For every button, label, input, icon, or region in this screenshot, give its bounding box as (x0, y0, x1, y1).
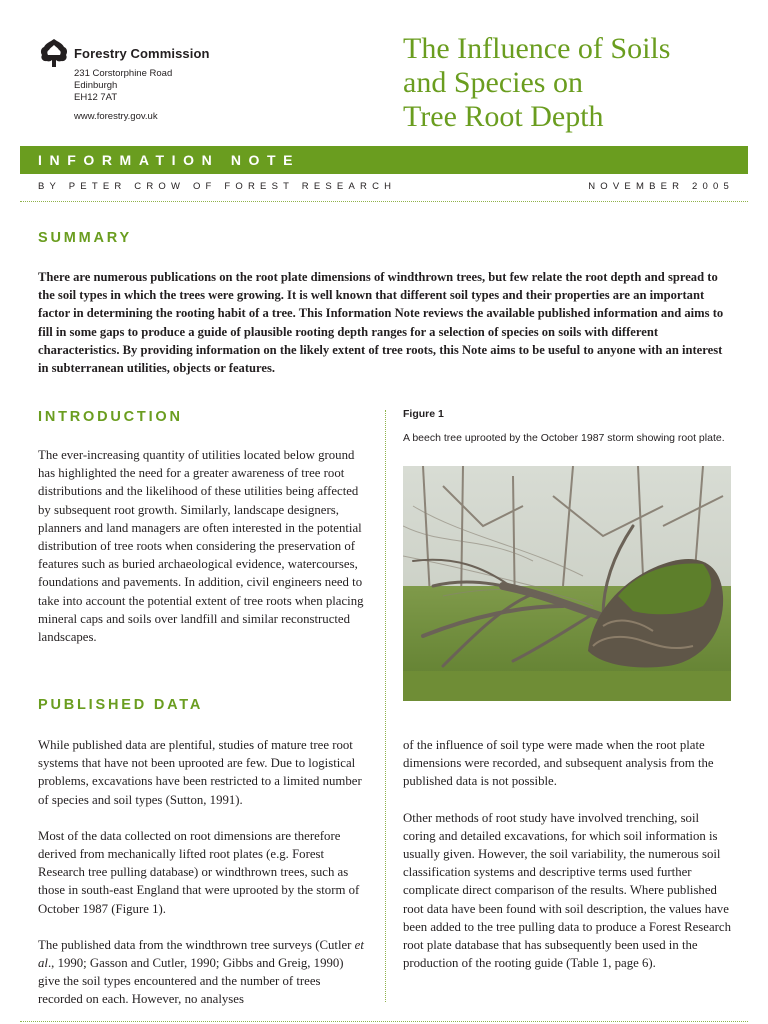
org-name: Forestry Commission (74, 46, 210, 61)
info-note-label: INFORMATION NOTE (38, 152, 301, 168)
address-line: 231 Corstorphine Road (74, 68, 173, 79)
published-data-paragraph (38, 936, 368, 1009)
website-link[interactable]: www.forestry.gov.uk (74, 111, 158, 122)
published-data-paragraph: Other methods of root study have involved trenching, soil coring and detailed excavations, for which soil information is usually given. However, the soil variability, the numerous soil classification systems and descriptive terms used further complicate direct comparison of the results. Where published root data have been found with soil description, the values have been added to the tree pulling data to produce a Forest Research root plate database that has subsequently been used in the production of the rooting guide (Table 1, page 6). (403, 810, 731, 971)
address-line: Edinburgh (74, 80, 118, 91)
text-run: ., 1990; Gasson and Cutler, 1990; Gibbs and Greig, 1990) give the soil types encountered and the number of trees recorded on each. However, no analyses (38, 956, 344, 1007)
tree-logo-icon (38, 38, 70, 68)
introduction-paragraph: The ever-increasing quantity of utilities located below ground has highlighted the need for a greater awareness of tree root distributions and the likelihood of these utilities being affected by subsequent root growth. Similarly, landscape designers, planners and land managers are often interested in the potential distribution of tree roots when considering the preservation of features such as buried archaeological evidence, watercourses, foundations and pavements. In addition, civil engineers need to take into account the potential extent of tree roots when placing mineral caps and soils over landfill and similar reconstructed landscapes. (38, 448, 364, 645)
page-title (403, 32, 733, 134)
published-data-paragraph: Most of the data collected on root dimensions are therefore derived from mechanically lifted root plates (e.g. Forest Research tree pulling database) or windthrown trees, such as those in south-east England that were uprooted by the storm of October 1987 (Figure 1). (38, 828, 360, 916)
text-run: The published data from the windthrown tree surveys (Cutler (38, 937, 355, 952)
title-line: Tree Root Depth (403, 100, 604, 133)
address-line: EH12 7AT (74, 92, 118, 103)
summary-text: There are numerous publications on the root plate dimensions of windthrown trees, but few relate the root depth and spread to the soil types in which the trees were growing. It is well known that different soil types and their properties are an important factor in determining the rooting habit of a tree. This Information Note reviews the available published information and aims to fill in some gaps to produce a guide of plausible rooting depth ranges for a selection of species on soils with different characteristics. By providing information on the likely extent of tree roots, this Note aims to be useful to anyone with an interest in subterranean utilities, objects or features. (38, 270, 724, 376)
title-line: The Influence of Soils (403, 32, 671, 65)
published-data-right (403, 736, 731, 972)
header-divider (20, 201, 748, 202)
figure-label: Figure 1 (403, 408, 444, 420)
published-data-heading: PUBLISHED DATA (38, 697, 204, 713)
title-line: and Species on (403, 66, 583, 99)
summary-heading: SUMMARY (38, 230, 132, 246)
figure-caption: A beech tree uprooted by the October 1987 storm showing root plate. (403, 432, 725, 444)
published-data-left (38, 736, 368, 1009)
uprooted-tree-photo (403, 466, 731, 701)
published-data-paragraph: While published data are plentiful, studies of mature tree root systems that have not been uprooted are few. Due to logistical problems, excavations have been restricted to a limited number of species and soil types (Sutton, 1991). (38, 738, 362, 807)
column-divider (385, 410, 386, 1002)
author-byline: BY PETER CROW OF FOREST RESEARCH (38, 181, 397, 192)
footer-divider (20, 1021, 748, 1022)
publication-date: NOVEMBER 2005 (588, 181, 734, 192)
introduction-heading: INTRODUCTION (38, 409, 183, 425)
text-run-italic: et al (38, 937, 364, 971)
published-data-paragraph: of the influence of soil type were made when the root plate dimensions were recorded, and subsequent analysis from the published data is not possible. (403, 738, 714, 789)
introduction-text (38, 446, 368, 646)
address-block (74, 68, 172, 104)
